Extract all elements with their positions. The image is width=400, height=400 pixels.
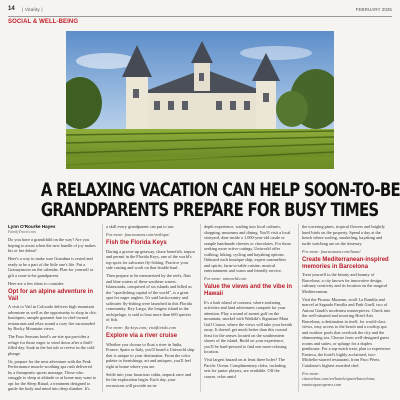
column-1 (8, 224, 97, 394)
paragraph: It's a lush island of contrast, where seafaring activities and land adventures compete for your attention. Play a round of sunset golf on the mountain, snorkel with Waikiki's Signature Maui Gulf Course, where the views will take your breath away. It doesn't get much better than this coastal feast for the senses located on the southeastern shores of the island. Build on your experience, you'll be hard-pressed to find one more relaxing location. (204, 299, 292, 354)
paragraph: Here's a way to make sure Grandma is rested and ready to be a part of the little one's life. Put a Grannymoon on the calendar. Plan for yourself or gift a soon-to-be grandparent. (8, 256, 94, 278)
article-body (8, 224, 392, 394)
subheading-vail: Opt for an alpine adventure in Vail (8, 288, 94, 302)
for-more-link: For more: fourseasons.com/lanai/ (302, 248, 361, 254)
paragraph: Whether you choose to float a river in India, France, Spain or Italy, you'll board a Uniworld ship that is unique to your destination. From the color palette to furnishings, art and antiques, you'll feel right at home where you are. (106, 341, 195, 369)
paragraph: Do you have a grandchild on the way? Are you hoping to assist when the new bundle of joy makes his or her debut? (8, 237, 96, 253)
article-headline (40, 180, 400, 221)
paragraph: a skill every grandparent can put to use. (106, 224, 175, 229)
paragraph: Visit largest hazard on at least three holes? The Pacific Ocean. Complimentary clubs, including sets for junior players, are available. Off the course, relax amid (204, 357, 286, 379)
page-number: 14 (8, 6, 15, 12)
chateau-vineyard-photo (66, 31, 334, 169)
paragraph: Here are a few ideas to consider: (8, 280, 65, 286)
column-4 (302, 224, 391, 394)
author-site: FamilyTravel.com (8, 229, 36, 234)
header-rule (8, 16, 392, 17)
issue-date: FEBRUARY 2025 (355, 7, 392, 12)
subheading-florida-keys: Fish the Florida Keys (106, 240, 167, 246)
subheading-river-cruise: Explore via a river cruise (106, 333, 178, 339)
for-more-link: For more: ritzcarlton.com/en/hotels/spain/barcelona; enotecapacoperez.com (302, 370, 376, 387)
author-byline: Lynn O'Rourke Hayes (8, 224, 56, 229)
paragraph: Treat yourself to the beauty and bounty of Barcelona, a city known for innovative design, culinary creativity and its location on the magical Mediterranean. (302, 272, 388, 294)
subheading-hawaii: Value the views and the vibe in Hawaii (204, 284, 293, 297)
headline-line-2: GRANDPARENTS PREPARE FOR BUSY TIMES (40, 200, 379, 221)
paragraph: Or, prepare for the next adventure with the Peak Performance muscle-soothing spa rush delivered by a therapeutic sports massage. Those who struggle to sleep at altitude or at home may want to opt for the Sleep Ritual, a treatment designed to guide the body and mind into deep slumber. It's (8, 358, 97, 391)
for-more-link: For more: fourseasons.com/vail/spa/ (106, 232, 170, 237)
for-more-link: For more: uniworld.com (204, 276, 247, 281)
paragraph: During a grown-up getaway, chase bonefish, tarpon and permit in the Florida Keys, one of the world's top spots for saltwater fly-fishing. Practice your side casting and work on that double haul. (106, 248, 195, 270)
subheading-barcelona: Create Mediterranean-inspired memories in Barcelona (302, 256, 389, 270)
paragraph: Settle into your luxurious cabin, unpack once and let the exploration begin. Each day, your excursions will provide an in- (106, 371, 192, 388)
paragraph: The Four Seasons hotel's on-site spa provides a refuge for those eager to wind down after a thrill-filled day. Soak in the hot tub or revive in the cold plunge. (8, 334, 95, 356)
paragraph: A visit to Vail in Colorado delivers high mountain adventure as well as the opportunity to shop in chic boutiques, sample gourmet fare in chef-owned restaurants and relax aound a cozy fire surrounded by Rocky Mountain views. (8, 304, 97, 331)
section-label: SOCIAL & WELL-BEING (8, 19, 79, 25)
headline-line-1: A RELAXING VACATION CAN HELP SOON-TO-BE (40, 180, 400, 201)
paragraph: the towering pines, tropical flowers and brightly hued birds on the property. Spend a day at the beach where surfing, snorkeling, kayaking and turtle watching are on the itinerary. (302, 224, 385, 246)
page-header (8, 6, 392, 16)
column-3 (204, 224, 293, 394)
paragraph: depth experience, wading into local cultures, shopping, museums and dining. You'll visit a local vineyard, dine inside a 1,000-year-old castle or sample handmade cheeses or chocolates. For those seeking more active outings, Uniworld offer walking, hiking, cycling and kayaking options. Onboard each boutique ship, expert sommeliers and spirits, farm-to-table cuisine, musical entertainment and warm and friendly service. (204, 224, 292, 273)
for-more-link: For more: fla-keys.com; visitflorida.com (106, 325, 176, 330)
column-2 (106, 224, 195, 394)
paragraph: Visit the Picasso Museum, stroll La Rambla and marvel at Sagrada Família and Park Guell, two of Antoni Gaudi's modernist masterpieces. Check into the well-situated and towering Hotel Arts Barcelona, a destination in itself, for world-class views, easy access to the beach and a rooftop spa and outdoor pools that overlook the city and the shimmering sea. Choose from well-designed guest rooms and suites, or splurge for a duplex penthouse. For a top-notch treat, plan to experience Enoteca, the hotel's highly acclaimed, two-Michelin-starred restaurant, from Paco Pérez, Catalonia's highest awarded chef. (302, 296, 391, 368)
magazine-name: | Vitality | (22, 7, 43, 12)
paragraph: Then prepare to be mesmerized by the reefs, flats and blue waters of these southern waters. Islamorada, comprised of six islands and billed as the "sportfishing capital of the world", is a great spot for eager anglers. It's said backcountry and saltwater fly-fishing were launched in this Florida community. Key Largo, the longest island in the archipelago, is said to host more than 600 species of fish. (106, 273, 192, 322)
